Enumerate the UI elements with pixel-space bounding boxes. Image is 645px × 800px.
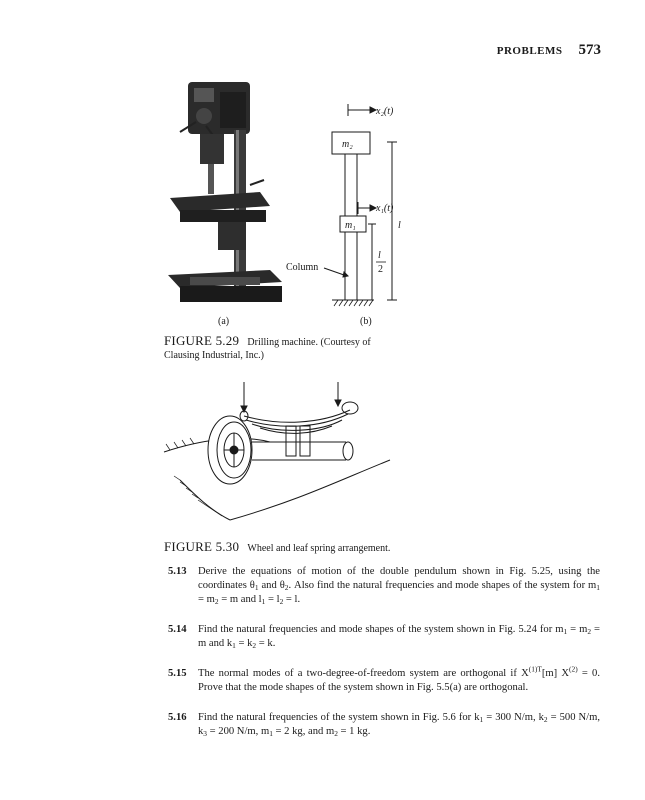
page-number: 573 (578, 42, 601, 58)
column-label: Column (286, 262, 319, 273)
problem-list (168, 565, 600, 755)
drilling-machine-photo (168, 82, 282, 302)
problem-number: 5.15 (168, 668, 187, 679)
problem-5-15 (168, 664, 600, 695)
problem-5-14 (168, 623, 600, 651)
x2-label: x₂(t) (376, 106, 394, 117)
figure-5-30-number: FIGURE 5.30 (164, 539, 240, 554)
problem-number: 5.16 (168, 712, 187, 723)
problem-text: Find the natural frequencies and mode shapes of the system shown in Fig. 5.24 for $m_1 = m_2 = m$ and $k_1 = k_2 = k$. (198, 624, 601, 650)
problem-text: Derive the equations of motion of the double pendulum shown in Fig. 5.25, using the coordinates $\theta_1$ and $\theta_2$. Also find the natural frequencies and mode shapes of the system for $m_1 = m_2 = m$ and $l_1 = l_2 = l$. (198, 566, 600, 606)
figure-5-29-caption-text: Drilling machine. (Courtesy of (247, 337, 371, 348)
problem-5-16 (168, 711, 600, 739)
panel-a-label: (a) (218, 316, 230, 327)
figure-5-29-caption (164, 334, 371, 362)
running-head-title: PROBLEMS (496, 45, 563, 57)
half-length-numerator: l (378, 250, 381, 261)
problem-text: The normal modes of a two-degree-of-freedom system are orthogonal if $X^{(1)T}[m] X^{(2)} = 0$. Prove that the mode shapes of the system shown in Fig. 5.5(a) are orthogonal. (198, 664, 600, 693)
figure-5-29-caption-text-2: Clausing Industrial, Inc.) (164, 350, 264, 361)
figure-5-30 (160, 380, 430, 530)
figure-5-30-caption (164, 540, 390, 555)
figure-5-29-number: FIGURE 5.29 (164, 333, 240, 348)
running-head (497, 42, 601, 59)
half-length-denominator: 2 (378, 264, 383, 275)
problem-text: Find the natural frequencies of the system shown in Fig. 5.6 for $k_1 = 300$ N/m, $k_2 = 500$ N/m, $k_3 = 200$ N/m, $m_1 = 2$ kg, and $m_2 = 1$ kg. (198, 712, 601, 738)
m1-label: m₁ (345, 220, 356, 231)
length-l-label: l (398, 220, 401, 231)
figure-5-30-caption-text: Wheel and leaf spring arrangement. (247, 543, 391, 554)
x1-label: x₁(t) (376, 203, 394, 214)
m2-label: m₂ (342, 139, 353, 150)
panel-b-label: (b) (360, 316, 372, 327)
problem-number: 5.14 (168, 624, 187, 635)
figure-5-29 (160, 70, 420, 340)
problem-5-13 (168, 565, 600, 607)
problem-number: 5.13 (168, 566, 187, 577)
